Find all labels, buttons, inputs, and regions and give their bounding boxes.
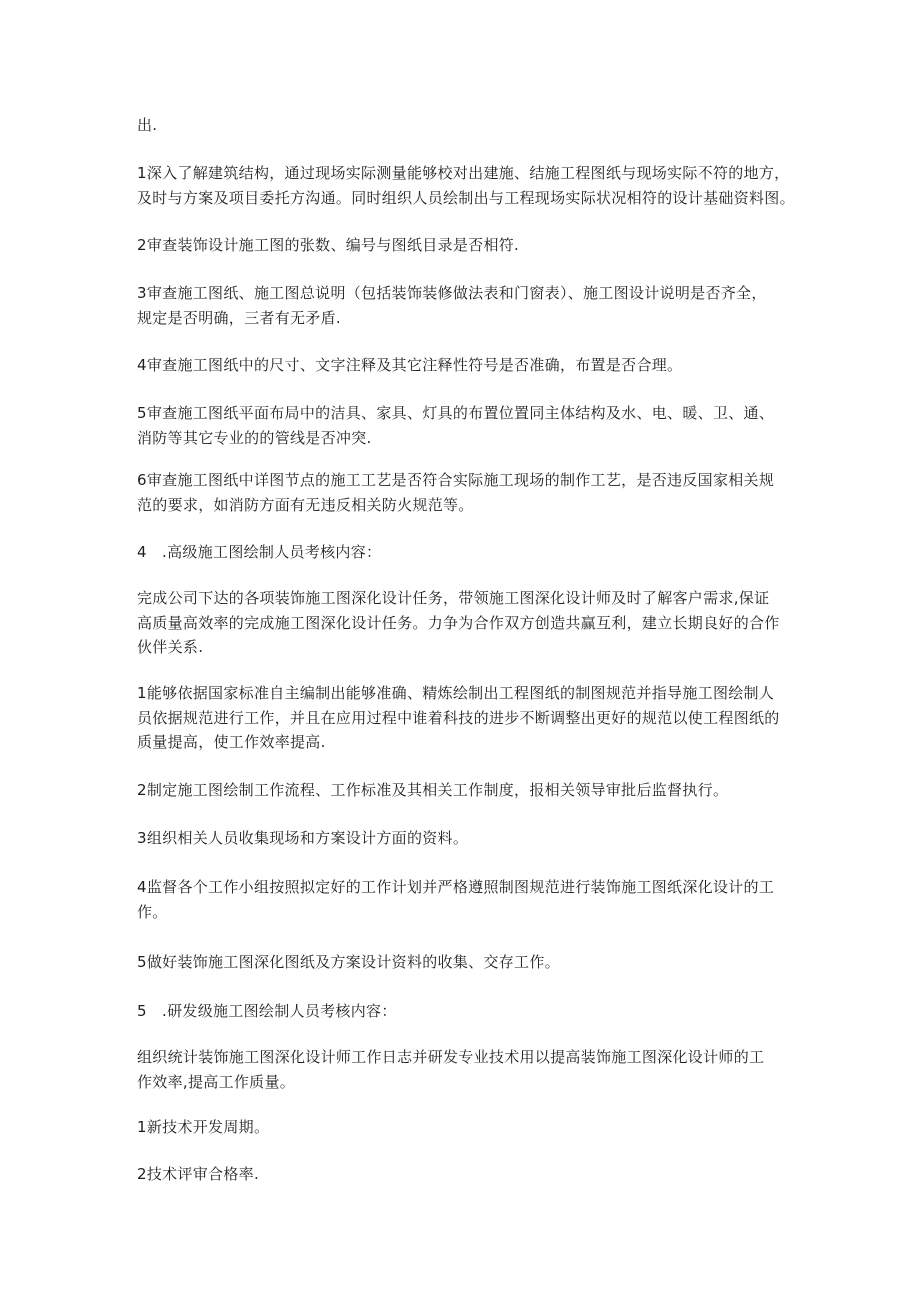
text-line: 6审查施工图纸中详图节点的施工工艺是否符合实际施工现场的制作工艺，是否违反国家相关规 <box>137 471 775 489</box>
paragraph <box>137 281 797 330</box>
text-line: 高质量高效率的完成施工图深化设计任务。力争为合作双方创造共赢互利，建立长期良好的合作 <box>137 613 780 632</box>
paragraph <box>137 681 797 755</box>
text-line: 5做好装饰施工图深化图纸及方案设计资料的收集、交存工作。 <box>137 953 560 971</box>
text-line: 3审查施工图纸、施工图总说明（包括装饰装修做法表和门窗表）、施工图设计说明是否齐全， <box>137 284 767 302</box>
paragraph <box>137 468 797 517</box>
paragraph <box>137 161 797 210</box>
paragraph <box>137 1045 797 1094</box>
text-line: 3组织相关人员收集现场和方案设计方面的资料。 <box>137 829 469 847</box>
paragraph <box>137 950 797 975</box>
text-line: 1深入了解建筑结构，通过现场实际测量能够校对出建施、结施工程图纸与现场实际不符的地方， <box>137 164 790 182</box>
text-line: 2技术评审合格率. <box>137 1165 260 1183</box>
text-line: 质量提高，使工作效率提高. <box>137 733 326 751</box>
text-line: 4监督各个工作小组按照拟定好的工作计划并严格遵照制图规范进行装饰施工图纸深化设计的工 <box>137 878 775 896</box>
paragraph <box>137 778 797 803</box>
text-line: 出. <box>137 116 158 134</box>
text-line: 伙伴关系. <box>137 638 204 656</box>
text-line: 员依据规范进行工作，并且在应用过程中谁着科技的进步不断调整出更好的规范以使工程图纸的 <box>137 708 780 727</box>
text-line: 2制定施工图绘制工作流程、工作标准及其相关工作制度，报相关领导审批后监督执行。 <box>137 781 729 799</box>
section-heading <box>137 999 797 1024</box>
text-line: 完成公司下达的各项装饰施工图深化设计任务，带领施工图深化设计师及时了解客户需求,保证 <box>137 589 770 607</box>
text-line: 范的要求，如消防方面有无违反相关防火规范等。 <box>137 495 474 514</box>
text-line: 4审查施工图纸中的尺寸、文字注释及其它注释性符号是否准确，布置是否合理。 <box>137 356 683 374</box>
text-line: 规定是否明确，三者有无矛盾. <box>137 308 341 327</box>
paragraph <box>137 353 797 378</box>
text-line: 5 .研发级施工图绘制人员考核内容： <box>137 1002 397 1020</box>
text-line: 1新技术开发周期。 <box>137 1118 270 1136</box>
paragraph <box>137 233 797 258</box>
paragraph <box>137 586 797 660</box>
text-line: 组织统计装饰施工图深化设计师工作日志并研发专业技术用以提高装饰施工图深化设计师的工 <box>137 1048 765 1066</box>
text-line: 1能够依据国家标准自主编制出能够准确、精炼绘制出工程图纸的制图规范并指导施工图绘制人 <box>137 684 775 702</box>
paragraph <box>137 401 797 450</box>
text-line: 4 .高级施工图绘制人员考核内容： <box>137 543 382 561</box>
paragraph <box>137 1162 797 1187</box>
text-line: 消防等其它专业的的管线是否冲突. <box>137 428 372 447</box>
text-line: 作效率,提高工作质量。 <box>137 1072 296 1091</box>
text-line: 2审查装饰设计施工图的张数、编号与图纸目录是否相符. <box>137 236 520 254</box>
paragraph <box>137 875 797 924</box>
paragraph <box>137 113 797 138</box>
section-heading <box>137 540 797 565</box>
paragraph <box>137 1115 797 1140</box>
text-line: 作。 <box>137 902 168 921</box>
paragraph <box>137 826 797 851</box>
text-line: 5审查施工图纸平面布局中的洁具、家具、灯具的布置位置同主体结构及水、电、暖、卫、通、 <box>137 404 775 422</box>
text-line: 及时与方案及项目委托方沟通。同时组织人员绘制出与工程现场实际状况相符的设计基础资料图。 <box>137 188 795 207</box>
